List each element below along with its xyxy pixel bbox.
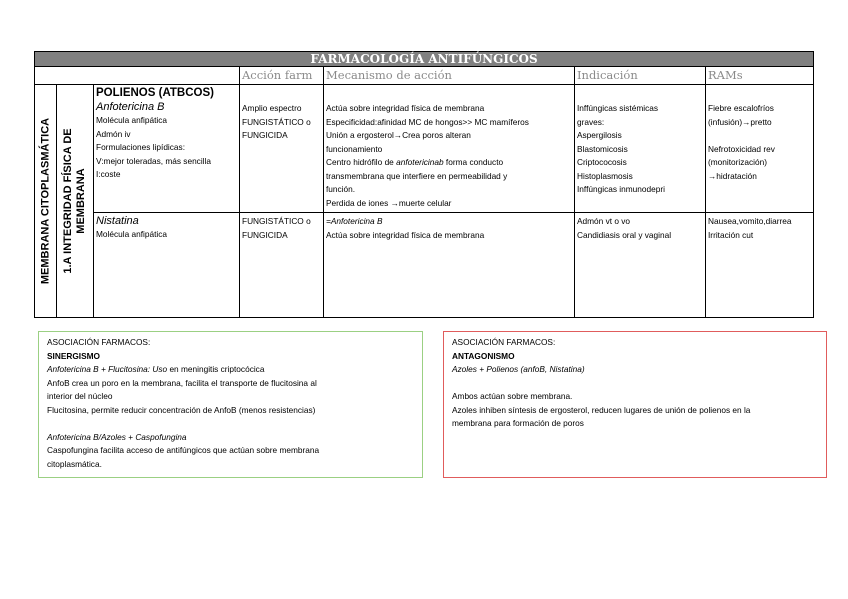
indicacion-line: Histoplasmosis xyxy=(577,170,633,181)
box-type: SINERGISMO xyxy=(47,350,101,361)
box-line: citoplasmática. xyxy=(47,458,102,469)
header-empty xyxy=(35,67,240,85)
group-label-cell xyxy=(35,85,57,318)
header-indicacion: Indicación xyxy=(575,67,706,85)
box-line: membrana para formación de poros xyxy=(452,418,584,428)
drug-line: Formulaciones lipídicas: xyxy=(96,142,185,152)
drug-line: I:coste xyxy=(96,169,121,179)
mecanismo-line: Centro hidrófilo de anfotericinab forma conducto xyxy=(326,157,504,167)
drug-line: Admón iv xyxy=(96,128,131,139)
indicacion-cell xyxy=(575,213,706,318)
header-mecanismo: Mecanismo de acción xyxy=(324,67,575,85)
indicacion-line: Inffúngicas sistémicas xyxy=(577,103,659,113)
indicacion-line: Blastomicosis xyxy=(577,143,628,154)
rams-line: Irritación cut xyxy=(708,229,754,240)
indicacion-line: Criptococosis xyxy=(577,157,627,167)
box-line: interior del núcleo xyxy=(47,391,113,401)
mecanismo-cell xyxy=(324,85,575,213)
box-line: Anfotericina B/Azoles + Caspofungina xyxy=(47,431,187,442)
mecanismo-line: Actúa sobre integridad física de membrana xyxy=(326,229,485,240)
antifungal-table xyxy=(34,51,814,318)
drug-line: Molécula anfipática xyxy=(96,229,168,239)
indicacion-line: Inffúngicas inmunodepri xyxy=(577,184,665,194)
mecanismo-line: Especificidad:afinidad MC de hongos>> MC mamíferos xyxy=(326,116,529,127)
accion-line: FUNGICIDA xyxy=(242,229,288,240)
rams-cell xyxy=(706,85,814,213)
rams-line: Nefrotoxicidad rev xyxy=(708,143,775,154)
drug-cell-nistatina xyxy=(94,213,240,318)
drug-cell-anfotericina xyxy=(94,85,240,213)
accion-cell xyxy=(240,85,324,213)
box-line: Azoles inhiben síntesis de ergosterol, reducen lugares de unión de polienos en la xyxy=(452,404,751,415)
drug-name: Nistatina xyxy=(96,215,139,227)
subgroup-label: 1.A INTEGRIDAD FÍSICA DE MEMBRANA xyxy=(62,128,87,274)
class-title: POLIENOS (ATBCOS) xyxy=(96,87,214,99)
antagonism-box xyxy=(443,331,827,478)
rams-line: Fiebre escalofríos xyxy=(708,103,774,113)
mecanismo-line: Perdida de iones →muerte celular xyxy=(326,197,452,208)
table-row xyxy=(35,213,814,318)
group-label: MEMBRANA CITOPLASMÁTICA xyxy=(39,117,51,285)
mecanismo-line: Unión a ergosterol→Crea poros alteran xyxy=(326,130,471,140)
box-line: Anfotericina B + Flucitosina: Uso en meningitis criptocócica xyxy=(47,364,265,374)
header-accion: Acción farm xyxy=(240,67,324,85)
indicacion-cell xyxy=(575,85,706,213)
table-title: FARMACOLOGÍA ANTIFÚNGICOS xyxy=(35,52,814,67)
accion-line: Amplio espectro xyxy=(242,103,302,113)
mecanismo-cell xyxy=(324,213,575,318)
drug-line: Molécula anfipática xyxy=(96,115,168,125)
box-spacer xyxy=(47,417,414,431)
table-row xyxy=(35,85,814,213)
mecanismo-line: funcionamiento xyxy=(326,143,383,154)
box-heading: ASOCIACIÓN FARMACOS: xyxy=(452,337,556,347)
rams-line: (monitorización) xyxy=(708,157,768,167)
accion-line: FUNGISTÁTICO o xyxy=(242,116,311,127)
box-spacer xyxy=(452,377,818,391)
drug-name: Anfotericina B xyxy=(96,101,165,113)
box-line: Flucitosina, permite reducir concentración de AnfoB (menos resistencias) xyxy=(47,404,316,415)
box-type: ANTAGONISMO xyxy=(452,350,515,361)
subgroup-label-cell xyxy=(57,85,94,318)
rams-line: Nausea,vomito,diarrea xyxy=(708,216,792,226)
drug-line: V:mejor toleradas, más sencilla xyxy=(96,155,211,166)
accion-line: FUNGICIDA xyxy=(242,130,288,140)
mecanismo-line: transmembrana que interfiere en permeabilidad y xyxy=(326,170,508,181)
mecanismo-line: =Anfotericina B xyxy=(326,216,383,226)
header-rams: RAMs xyxy=(706,67,814,85)
accion-cell xyxy=(240,213,324,318)
rams-line: →hidratación xyxy=(708,170,757,181)
synergism-box xyxy=(38,331,423,478)
rams-line: (infusión)→pretto xyxy=(708,116,772,127)
accion-line: FUNGISTÁTICO o xyxy=(242,216,311,226)
indicacion-line: graves: xyxy=(577,116,605,127)
box-line: Caspofungina facilita acceso de antifúngicos que actúan sobre membrana xyxy=(47,445,320,455)
mecanismo-line: función. xyxy=(326,184,356,194)
mecanismo-line: Actúa sobre integridad física de membrana xyxy=(326,103,485,113)
rams-spacer xyxy=(708,129,811,143)
box-heading: ASOCIACIÓN FARMACOS: xyxy=(47,337,151,347)
box-line: Azoles + Polienos (anfoB, Nistatina) xyxy=(452,364,585,374)
box-line: AnfoB crea un poro en la membrana, facilita el transporte de flucitosina al xyxy=(47,377,317,388)
indicacion-line: Aspergilosis xyxy=(577,130,622,140)
box-line: Ambos actúan sobre membrana. xyxy=(452,391,573,401)
indicacion-line: Candidiasis oral y vaginal xyxy=(577,229,672,240)
rams-cell xyxy=(706,213,814,318)
indicacion-line: Admón vt o vo xyxy=(577,216,631,226)
